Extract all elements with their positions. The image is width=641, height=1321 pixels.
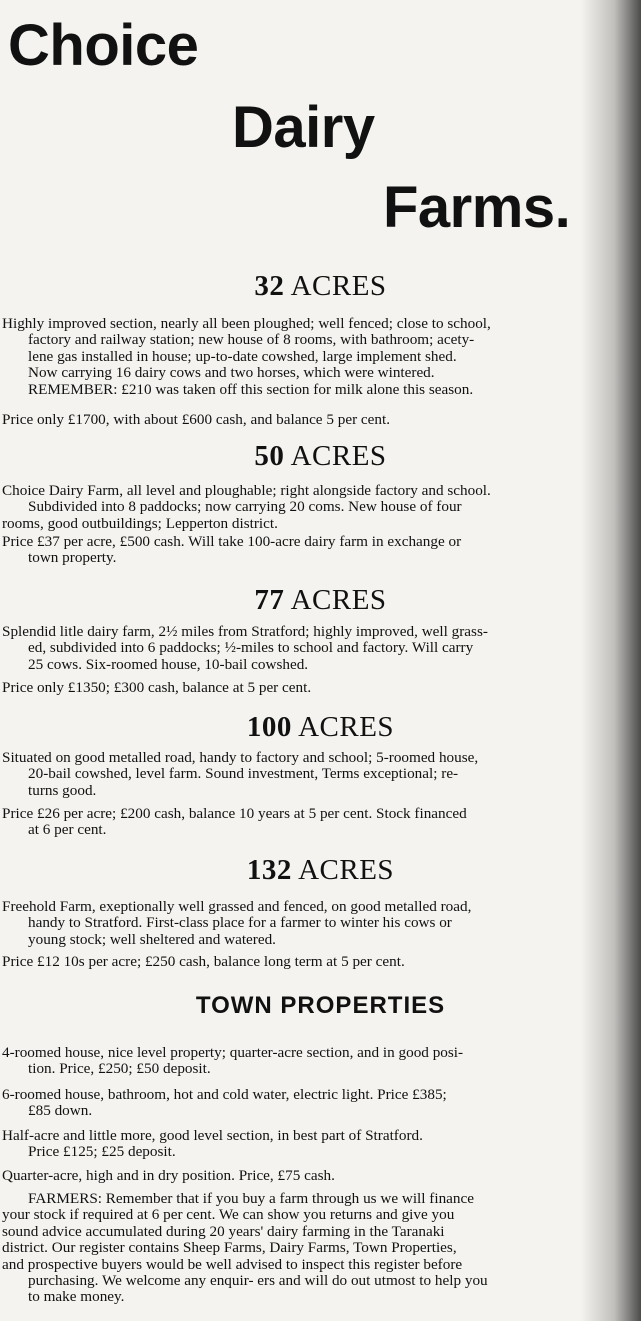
text-line: FARMERS: Remember that if you buy a farm through us we will finance <box>28 1190 474 1207</box>
headline-line-2: Dairy <box>232 95 375 160</box>
town-property-item <box>2 1168 594 1184</box>
acres-word: ACRES <box>298 854 395 886</box>
text-line: Splendid litle dairy farm, 2½ miles from Stratford; highly improved, well grass- <box>2 623 488 640</box>
text-line: Now carrying 16 dairy cows and two horses, which were wintered. <box>28 364 435 382</box>
farmers-notice <box>2 1191 594 1306</box>
listing-description <box>2 624 594 673</box>
headline-line-1: Choice <box>8 13 199 78</box>
town-property-item <box>2 1087 594 1120</box>
listing-heading-50-acres <box>0 440 641 473</box>
text-line: Price £37 per acre, £500 cash. Will take 100-acre dairy farm in exchange or <box>2 533 462 550</box>
text-line: handy to Stratford. First-class place for a farmer to winter his cows or <box>28 914 452 932</box>
text-line: Choice Dairy Farm, all level and ploughable; right alongside factory and school. <box>2 482 491 499</box>
text-line: REMEMBER: £210 was taken off this section for milk alone this season. <box>28 380 474 398</box>
text-line: to make money. <box>28 1288 125 1306</box>
town-property-item <box>2 1128 594 1161</box>
listing-description <box>2 483 594 532</box>
acres-word: ACRES <box>290 584 387 616</box>
text-line: 25 cows. Six-roomed house, 10-bail cowshed. <box>28 655 309 673</box>
listing-heading-77-acres <box>0 584 641 617</box>
listing-price <box>2 680 594 696</box>
text-line: sound advice accumulated during 20 years' dairy farming in the Taranaki <box>2 1222 445 1240</box>
headline-line-3: Farms. <box>383 175 571 240</box>
text-line: purchasing. We welcome any enquir- ers and will do out utmost to help you <box>28 1272 488 1290</box>
listing-price <box>2 412 594 428</box>
text-line: Price £125; £25 deposit. <box>28 1143 176 1161</box>
text-line: Subdivided into 8 paddocks; now carrying 20 coms. New house of four <box>28 498 462 516</box>
text-line: ed, subdivided into 6 paddocks; ½-miles to school and factory. Will carry <box>28 639 474 657</box>
text-line: 20-bail cowshed, level farm. Sound investment, Terms exceptional; re- <box>28 765 459 783</box>
town-property-item <box>2 1045 594 1078</box>
text-line: Price £26 per acre; £200 cash, balance 10 years at 5 per cent. Stock financed <box>2 805 467 822</box>
acres-number: 132 <box>246 854 292 886</box>
listing-price <box>2 806 594 839</box>
acres-number: 100 <box>246 711 292 743</box>
acres-word: ACRES <box>290 270 387 302</box>
text-line: Freehold Farm, exeptionally well grassed and fenced, on good metalled road, <box>2 898 472 915</box>
text-line: young stock; well sheltered and watered. <box>28 930 276 948</box>
listing-heading-132-acres <box>0 854 641 887</box>
text-line: tion. Price, £250; £50 deposit. <box>28 1060 211 1078</box>
text-line: Highly improved section, nearly all been ploughed; well fenced; close to school, <box>2 315 491 332</box>
acres-word: ACRES <box>298 711 395 743</box>
listing-heading-100-acres <box>0 711 641 744</box>
text-line: and prospective buyers would be well advised to inspect this register before <box>2 1255 463 1273</box>
text-line: Quarter-acre, high and in dry position. Price, £75 cash. <box>2 1167 335 1184</box>
text-line: factory and railway station; new house of 8 rooms, with bathroom; acety- <box>28 331 475 349</box>
listing-description <box>2 316 594 398</box>
text-line: Price only £1350; £300 cash, balance at 5 per cent. <box>2 679 312 696</box>
text-line: at 6 per cent. <box>28 821 107 839</box>
text-line: rooms, good outbuildings; Lepperton district. <box>2 514 278 532</box>
text-line: 6-roomed house, bathroom, hot and cold water, electric light. Price £385; <box>2 1086 447 1103</box>
text-line: 4-roomed house, nice level property; quarter-acre section, and in good posi- <box>2 1044 464 1061</box>
acres-number: 50 <box>254 440 285 472</box>
text-line: Price £12 10s per acre; £250 cash, balance long term at 5 per cent. <box>2 953 405 970</box>
text-line: £85 down. <box>28 1102 93 1120</box>
listing-description <box>2 899 594 948</box>
text-line: Price only £1700, with about £600 cash, and balance 5 per cent. <box>2 411 391 428</box>
listing-description <box>2 750 594 799</box>
text-line: Situated on good metalled road, handy to factory and school; 5-roomed house, <box>2 749 479 766</box>
text-line: your stock if required at 6 per cent. We can show you returns and give you <box>2 1206 455 1224</box>
listing-price <box>2 534 594 567</box>
listing-price <box>2 954 594 970</box>
acres-word: ACRES <box>290 440 387 472</box>
town-properties-heading: TOWN PROPERTIES <box>195 992 446 1019</box>
listing-heading-32-acres <box>0 270 641 303</box>
text-line: turns good. <box>28 781 97 799</box>
text-line: lene gas installed in house; up-to-date cowshed, large implement shed. <box>28 347 457 365</box>
text-line: district. Our register contains Sheep Farms, Dairy Farms, Town Properties, <box>2 1239 457 1257</box>
acres-number: 32 <box>254 270 285 302</box>
text-line: town property. <box>28 549 117 567</box>
acres-number: 77 <box>254 584 285 616</box>
text-line: Half-acre and little more, good level section, in best part of Stratford. <box>2 1127 423 1144</box>
